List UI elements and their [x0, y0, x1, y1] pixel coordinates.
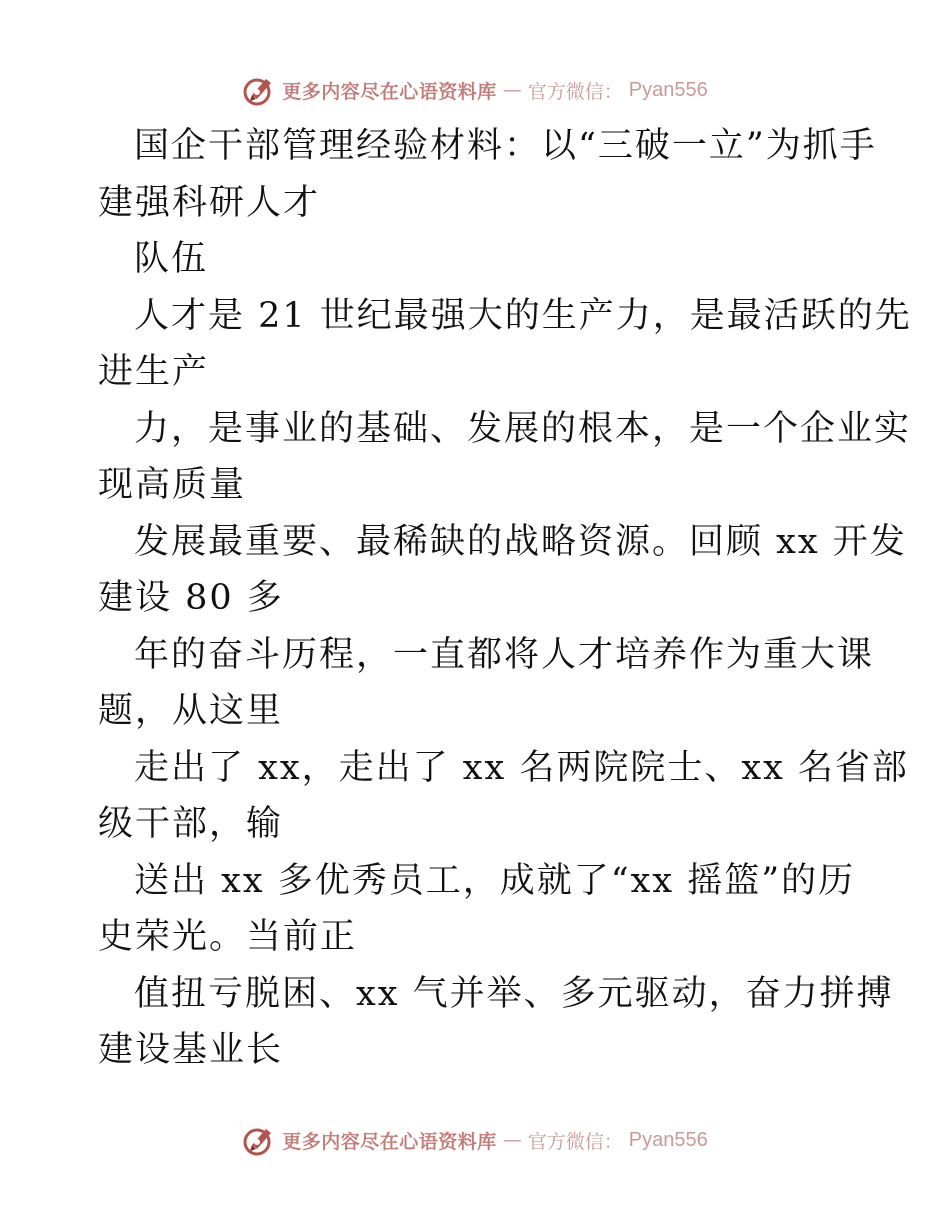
banner-inner	[242, 1123, 708, 1157]
banner-wechat-id: Pyan556	[628, 1128, 708, 1151]
text-line: 力，是事业的基础、发展的根本，是一个企业实	[134, 408, 912, 449]
text-line: 送出 xx 多优秀员工，成就了“xx 摇篮”的历	[134, 860, 856, 901]
pen-logo-icon	[242, 73, 276, 107]
banner-inner	[242, 73, 708, 107]
text-line: 级干部，输	[98, 804, 284, 844]
header-watermark-banner	[0, 70, 950, 110]
text-line: 现高质量	[98, 465, 247, 505]
pen-logo-icon	[242, 1123, 276, 1157]
banner-main-text: 更多内容尽在心语资料库	[282, 1130, 497, 1153]
text-line: 建设 80 多	[98, 578, 284, 618]
text-line: 走出了 xx，走出了 xx 名两院院士、xx 名省部	[134, 747, 909, 788]
banner-separator: —	[502, 1129, 522, 1151]
text-line: 建设基业长	[98, 1030, 284, 1070]
banner-separator: —	[502, 79, 522, 101]
banner-secondary-text: 官方微信：	[527, 80, 623, 103]
footer-watermark-banner	[0, 1120, 950, 1160]
text-line: 值扭亏脱困、xx 气并举、多元驱动，奋力拼搏	[134, 973, 894, 1014]
text-line: 发展最重要、最稀缺的战略资源。回顾 xx 开发	[134, 521, 907, 562]
banner-secondary-text: 官方微信：	[527, 1130, 623, 1153]
text-line: 年的奋斗历程，一直都将人才培养作为重大课	[134, 634, 875, 675]
text-line: 国企干部管理经验材料：以“三破一立”为抓手	[134, 126, 877, 166]
document-body	[98, 118, 912, 1079]
text-line: 题，从这里	[98, 691, 284, 731]
banner-wechat-id: Pyan556	[628, 78, 708, 101]
text-line: 人才是 21 世纪最强大的生产力，是最活跃的先	[134, 295, 912, 336]
text-line: 队伍	[134, 239, 209, 279]
text-line: 建强科研人才	[98, 182, 321, 223]
banner-main-text: 更多内容尽在心语资料库	[282, 80, 497, 103]
text-line: 史荣光。当前正	[98, 917, 358, 957]
text-line: 进生产	[98, 352, 210, 392]
